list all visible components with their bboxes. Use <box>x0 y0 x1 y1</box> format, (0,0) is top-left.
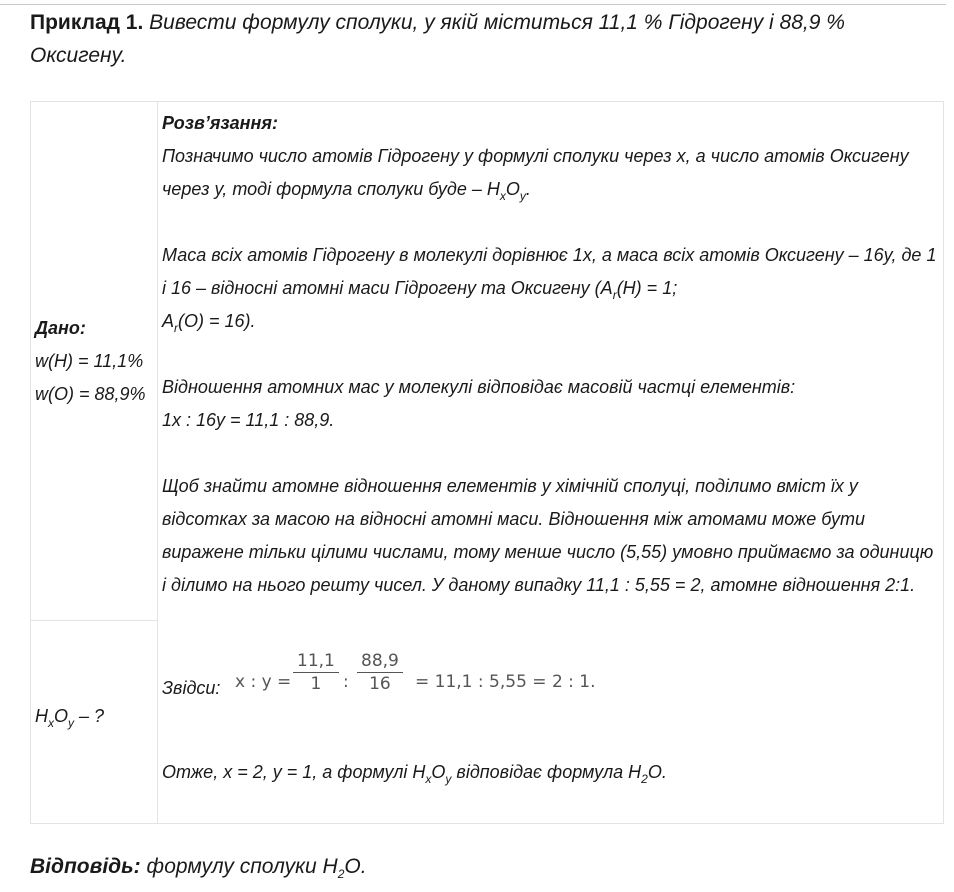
fraction-2-numerator: 88,9 <box>357 650 403 673</box>
fraction-2-denominator: 16 <box>369 674 391 694</box>
given-hydrogen: w(H) = 11,1% <box>35 351 144 371</box>
find-y: y <box>68 716 75 730</box>
example-label: Приклад 1. <box>30 11 144 34</box>
find-o: O <box>54 706 69 726</box>
given-block <box>35 312 146 411</box>
fraction-2 <box>357 650 403 695</box>
p3-text: Відношення атомних мас у молекулі відповідає масовій частці елементів: <box>162 377 796 397</box>
fraction-1-denominator: 1 <box>310 674 322 694</box>
formula-tail: = 11,1 : 5,55 = 2 : 1. <box>415 672 596 692</box>
fraction-1 <box>293 650 339 695</box>
p2-text-b: (H) = 1; <box>616 278 678 298</box>
p1-sub-x: x <box>499 189 506 203</box>
conclusion-sub-2: 2 <box>641 772 648 786</box>
formula-colon: : <box>343 672 349 692</box>
p2-text-c: A <box>162 311 175 331</box>
find-x: x <box>48 716 54 730</box>
answer-text-a: формулу сполуки H <box>140 855 338 878</box>
formula-lead: x : y = <box>235 672 292 692</box>
fraction-1-numerator: 11,1 <box>293 650 339 673</box>
conclusion-sub-y: y <box>445 772 452 786</box>
conclusion-o: O <box>431 762 446 782</box>
example-text: Вивести формулу сполуки, у якій міститься 11,1 % Гідрогену і 88,9 % Оксигену. <box>30 11 845 67</box>
example-title <box>30 6 930 72</box>
conclusion-sub-x: x <box>425 772 432 786</box>
solution-paragraph-2 <box>162 239 942 338</box>
find-block <box>35 706 105 730</box>
conclusion-text-c: O. <box>647 762 667 782</box>
conclusion-text-a: Отже, x = 2, y = 1, а формулі H <box>162 762 426 782</box>
p2-text: Маса всіх атомів Гідрогену в молекулі дорівнює 1х, а маса всіх атомів Оксигену – 16у, де 1 і 16 – відносні атомні маси Гідрогену та Оксигену (A <box>162 245 937 298</box>
answer-label: Відповідь: <box>30 855 141 878</box>
p1-end: . <box>525 179 531 199</box>
p3-equation: 1х : 16у = 11,1 : 88,9. <box>162 410 335 430</box>
row-divider <box>31 620 157 621</box>
answer-text-b: O. <box>344 855 367 878</box>
given-oxygen: w(O) = 88,9% <box>35 384 146 404</box>
p1-sub-y: y <box>519 189 526 203</box>
p1-text: Позначимо число атомів Гідрогену у формулі сполуки через х, а число атомів Оксигену через у, тоді формула сполуки буде – H <box>162 146 909 199</box>
answer-sub-2: 2 <box>337 867 345 881</box>
top-divider <box>0 0 946 5</box>
find-h: H <box>35 706 48 726</box>
p2-text-d: (O) = 16). <box>178 311 256 331</box>
p2-sub-r1: r <box>612 288 617 302</box>
solution-paragraph-1 <box>162 140 942 206</box>
p1-o: O <box>505 179 520 199</box>
given-label: Дано: <box>35 318 86 338</box>
solution-heading: Розв’язання: <box>162 113 278 133</box>
solution-table <box>30 101 944 824</box>
solution-paragraph-3 <box>162 371 942 437</box>
column-divider <box>157 102 158 823</box>
conclusion <box>162 762 667 786</box>
solution-block <box>162 107 942 602</box>
find-tail: – ? <box>74 706 105 726</box>
answer <box>30 855 367 879</box>
formula-label: Звідси: <box>162 678 221 698</box>
p2-sub-r2: r <box>174 321 179 335</box>
conclusion-text-b: відповідає формула H <box>451 762 642 782</box>
solution-paragraph-4: Щоб знайти атомне відношення елементів у хімічній сполуці, поділимо вміст їх у відсотках за масою на відносні атомні маси. Відношення між атомами може бути виражене тільки цілими числами, тому менше число (5,55) умовно приймаємо за одиницю і ділимо на нього решту чисел. У даному випадку 11,1 : 5,55 = 2, атомне відношення 2:1. <box>162 476 934 595</box>
